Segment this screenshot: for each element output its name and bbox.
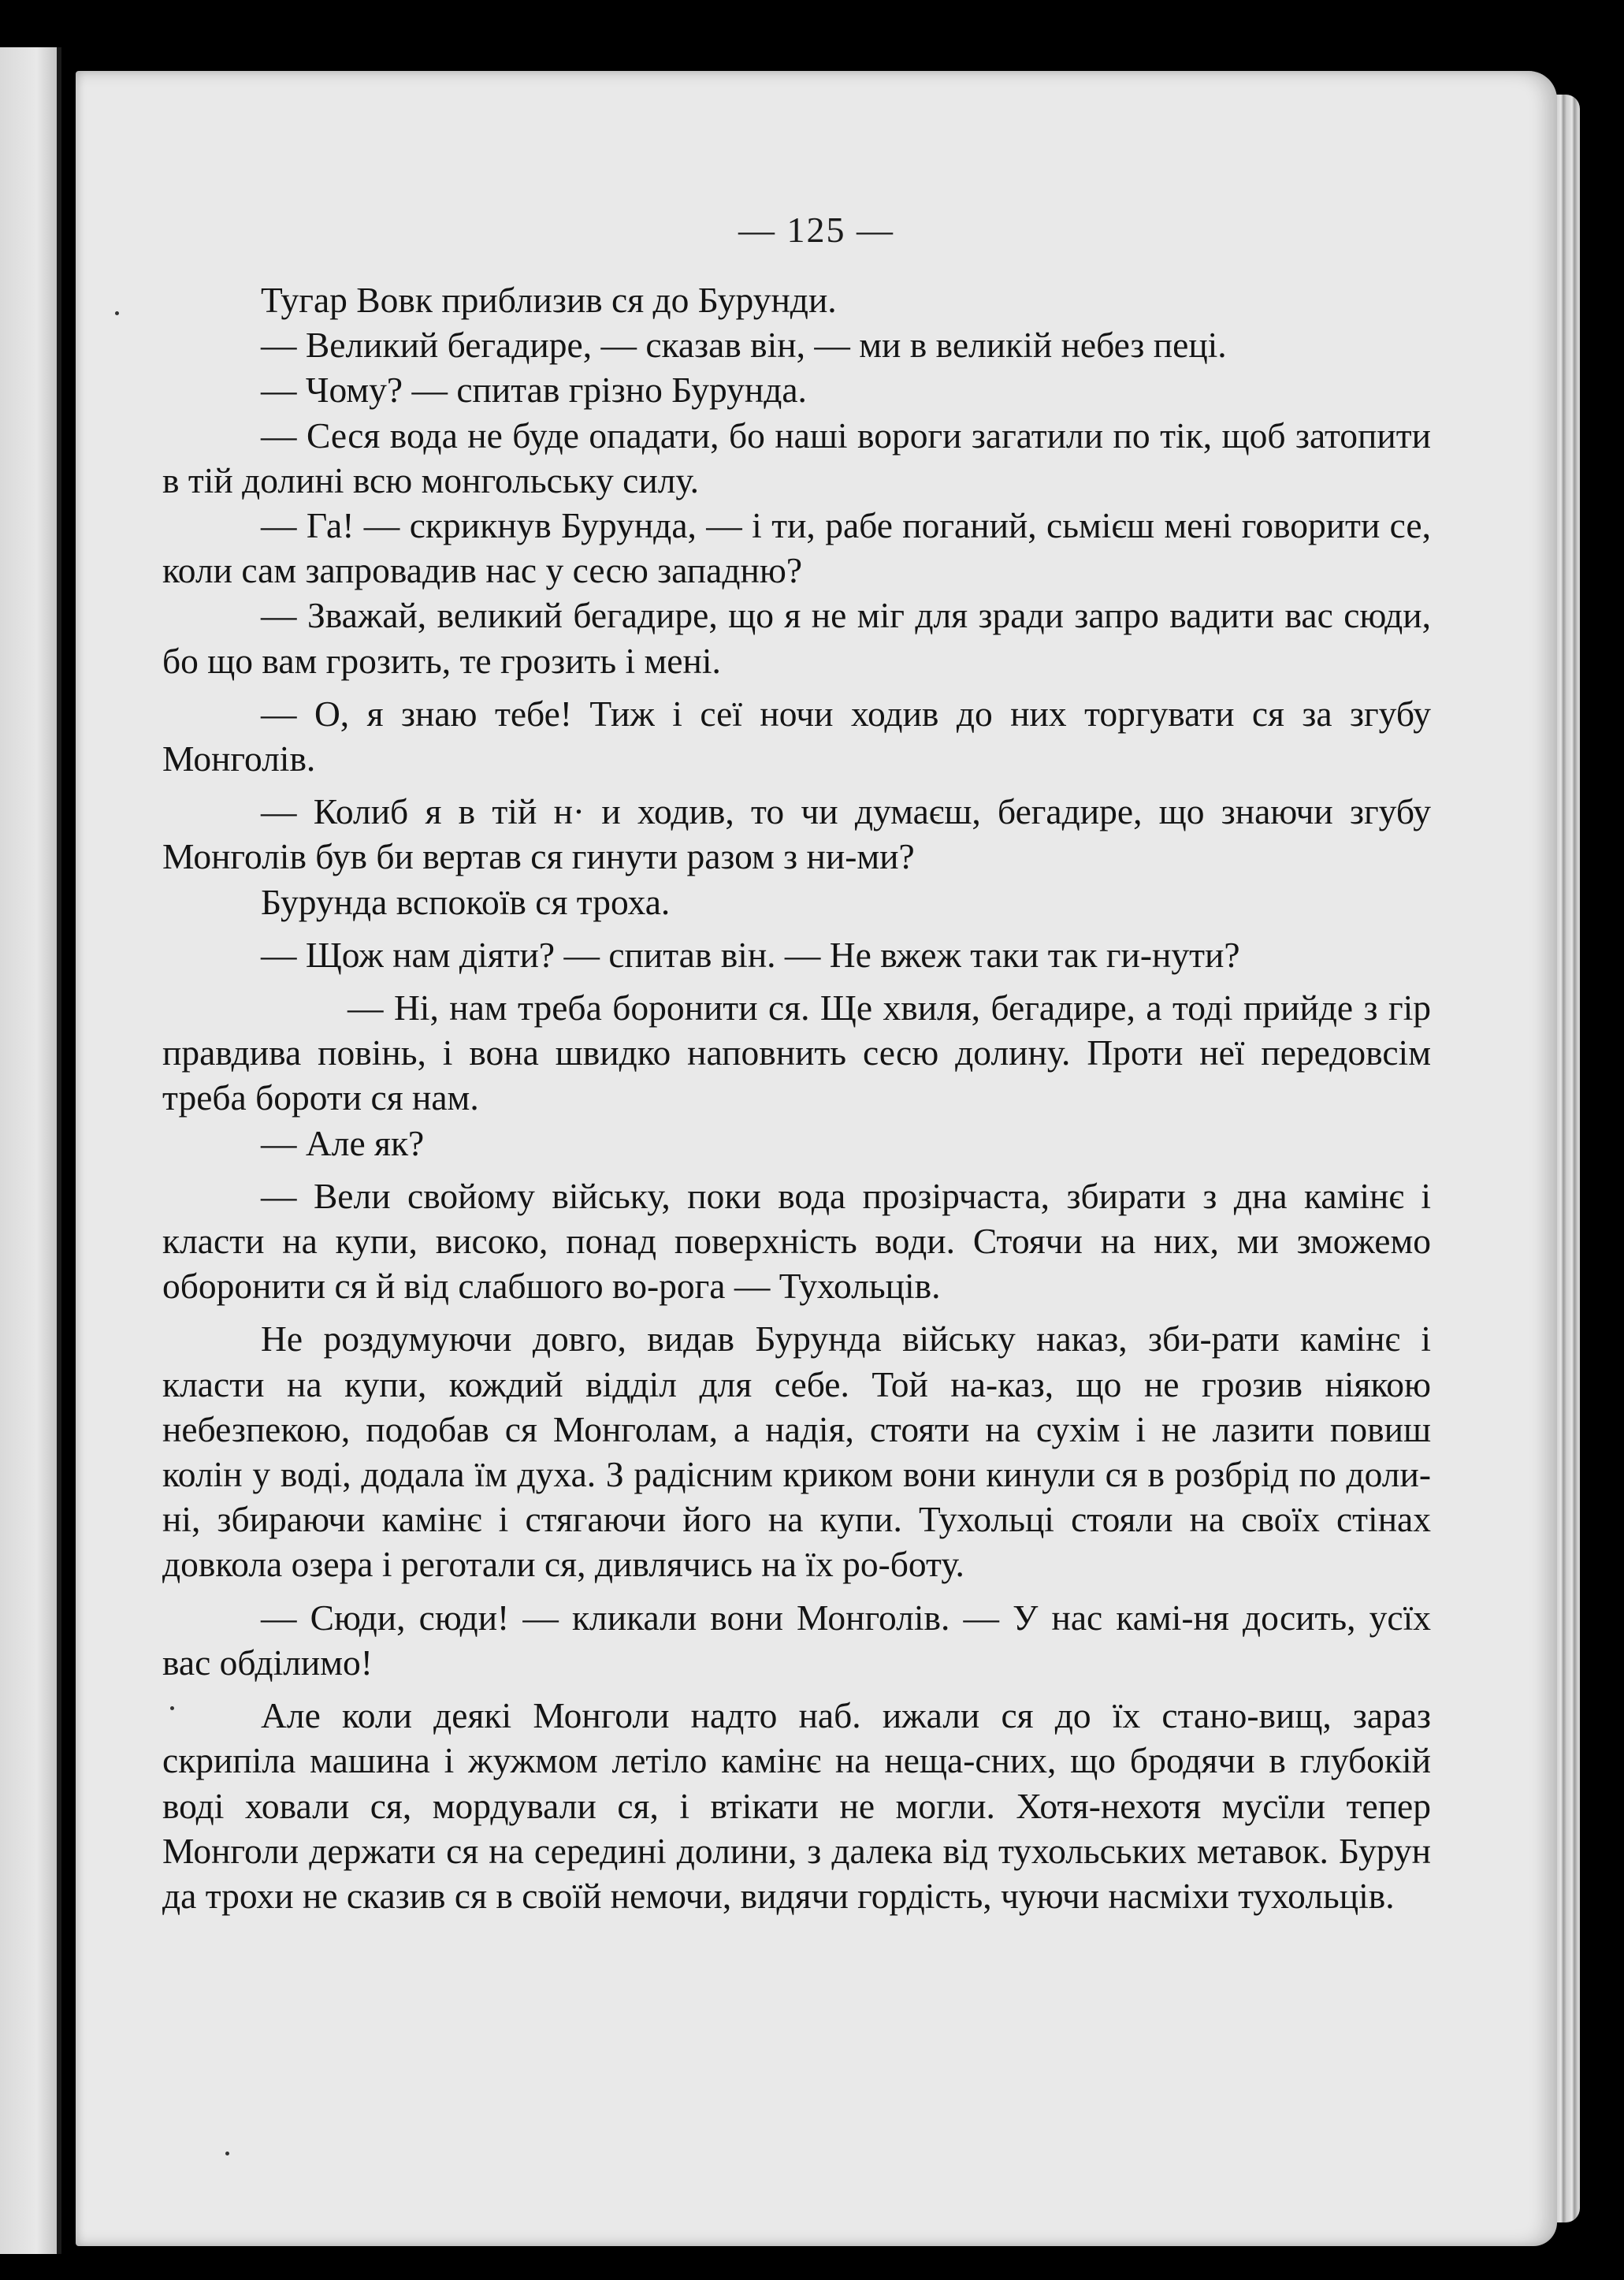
paragraph: Не роздумуючи довго, видав Бурунда війську наказ, зби-рати камінє і класти на купи, кождий відділ для себе. Той на-каз, що не грозив ніякою небезпекою, подобав ся Монголам, а надія, стояти на сухім і не лазити повиш колін у воді, додала їм духа. З радісним криком вони кинули ся в розбрід по доли-ні, збираючи камінє і стягаючи його на купи. Тухольці стояли на своїх стінах довкола озера і реготали ся, дивлячись на їх ро-боту. — [162, 1319, 1431, 1585]
facing-page-edge — [0, 47, 61, 2254]
paragraph: — Щож нам діяти? — спитав він. — Не вжеж таки так ги-нути? — [261, 934, 1240, 975]
body-text — [162, 277, 1431, 1918]
paragraph: — Ні, нам треба боронити ся. Ще хвиля, бегадире, а тоді прийде з гір правдива повінь, і вона швидко наповнить сесю долину. Проти неї передовсім треба бороти ся нам. — [162, 988, 1431, 1118]
paragraph: — Зважай, великий бегадире, що я не міг для зради запро вадити вас сюди, бо що вам грозить, те грозить і мені. — [162, 595, 1431, 681]
paragraph: — Великий бегадире, — сказав він, — ми в великій небез пеці. — [261, 325, 1227, 366]
page-number: — 125 — — [738, 210, 894, 250]
paragraph: Бурунда вспокоїв ся троха. — [261, 881, 671, 922]
scan-speck — [170, 1706, 174, 1710]
paragraph: — Га! — скрикнув Бурунда, — і ти, рабе поганий, сьмієш мені говорити се, коли сам запровадив нас у сесю западню? — [162, 505, 1431, 591]
paragraph: — О, я знаю тебе! Тиж і сеї ночи ходив до них торгувати ся за згубу Монголів. — [162, 693, 1431, 779]
paragraph: — Сеся вода не буде опадати, бо наші вороги загатили по тік, щоб затопити в тій долині всю монгольську силу. — [162, 415, 1431, 500]
paragraph: Тугар Вовк приблизив ся до Бурунди. — [261, 280, 837, 320]
scan-speck — [225, 2152, 229, 2155]
paragraph: — Колиб я в тій н· и ходив, то чи думаєш, бегадире, що знаючи згубу Монголів був би вертав ся гинути разом з ни-ми? — [162, 791, 1431, 877]
paragraph: — Сюди, сюди! — кликали вони Монголів. — У нас камі-ня досить, усїх вас обділимо! — [162, 1597, 1431, 1683]
paragraph: Але коли деякі Монголи надто наб. ижали ся до їх стано-вищ, зараз скрипіла машина і жужмом летіло камінє на неща-сних, що бродячи в глубокій воді ховали ся, мордували ся, і втікати не могли. Хотя-нехотя мусїли тепер Монголи держати ся на середині долини, з далека від тухольських метавок. Бурун да трохи не сказив ся в своїй немочи, видячи гордість, чуючи насміхи тухольців. — [162, 1695, 1431, 1916]
paragraph: — Але як? — [261, 1122, 425, 1163]
paragraph: — Вели свойому війську, поки вода прозірчаста, збирати з дна камінє і класти на купи, високо, понад поверхність води. Стоячи на них, ми зможемо оборонити ся й від слабшого во-рога — Тухольців. — [162, 1175, 1431, 1307]
paragraph: — Чому? — спитав грізно Бурунда. — [261, 370, 807, 411]
scan-speck — [115, 311, 119, 315]
book-page — [76, 71, 1557, 2246]
